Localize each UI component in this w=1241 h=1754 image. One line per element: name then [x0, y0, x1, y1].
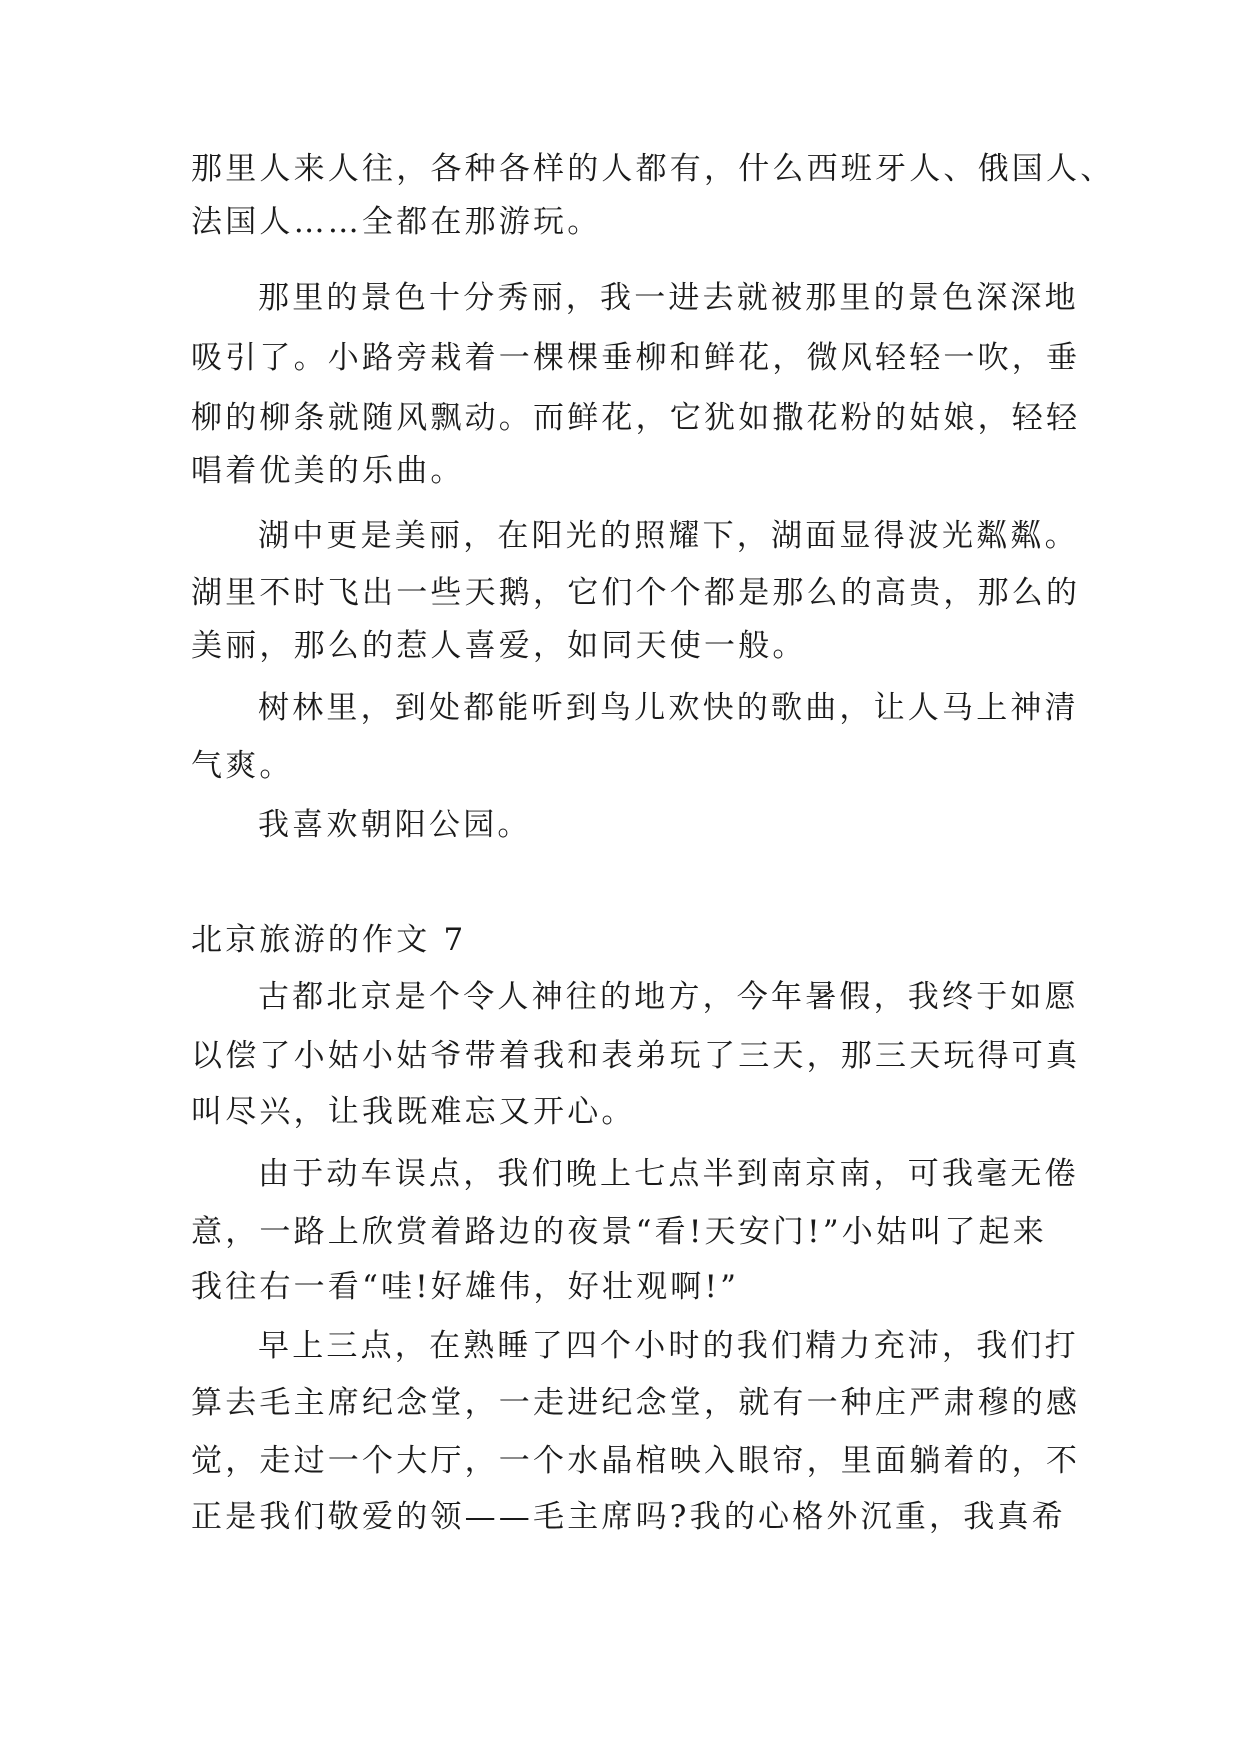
text-line: 吸引了。小路旁栽着一棵棵垂柳和鲜花，微风轻轻一吹，垂 — [191, 340, 1081, 376]
paragraph-first-line: 湖中更是美丽，在阳光的照耀下，湖面显得波光粼粼。 — [258, 518, 1079, 554]
paragraph-first-line: 我喜欢朝阳公园。 — [258, 807, 532, 843]
text-line: 那里人来人往，各种各样的人都有，什么西班牙人、俄国人、 — [191, 151, 1115, 187]
text-line: 正是我们敬爱的领——毛主席吗?我的心格外沉重，我真希 — [191, 1499, 1066, 1535]
text-line: 美丽，那么的惹人喜爱，如同天使一般。 — [191, 628, 807, 664]
text-line: 法国人……全都在那游玩。 — [191, 204, 602, 240]
text-line: 唱着优美的乐曲。 — [191, 453, 465, 489]
text-line: 湖里不时飞出一些天鹅，它们个个都是那么的高贵，那么的 — [191, 575, 1081, 611]
text-line: 意，一路上欣赏着路边的夜景“看!天安门!”小姑叫了起来 — [191, 1214, 1048, 1250]
text-line: 算去毛主席纪念堂，一走进纪念堂，就有一种庄严肃穆的感 — [191, 1385, 1081, 1421]
paragraph-first-line: 由于动车误点，我们晚上七点半到南京南，可我毫无倦 — [258, 1156, 1079, 1192]
paragraph-first-line: 树林里，到处都能听到鸟儿欢快的歌曲，让人马上神清 — [258, 690, 1079, 726]
text-line: 我往右一看“哇!好雄伟，好壮观啊!” — [191, 1269, 740, 1305]
text-line: 柳的柳条就随风飘动。而鲜花，它犹如撒花粉的姑娘，轻轻 — [191, 400, 1081, 436]
text-line: 觉，走过一个大厅，一个水晶棺映入眼帘，里面躺着的，不 — [191, 1443, 1081, 1479]
text-line: 以偿了小姑小姑爷带着我和表弟玩了三天，那三天玩得可真 — [191, 1038, 1081, 1074]
paragraph-first-line: 古都北京是个令人神往的地方，今年暑假，我终于如愿 — [258, 979, 1079, 1015]
text-line: 叫尽兴，让我既难忘又开心。 — [191, 1094, 636, 1130]
paragraph-first-line: 那里的景色十分秀丽，我一进去就被那里的景色深深地 — [258, 280, 1079, 316]
section-heading: 北京旅游的作文 7 — [191, 922, 467, 958]
text-line: 气爽。 — [191, 748, 294, 784]
paragraph-first-line: 早上三点，在熟睡了四个小时的我们精力充沛，我们打 — [258, 1328, 1079, 1364]
